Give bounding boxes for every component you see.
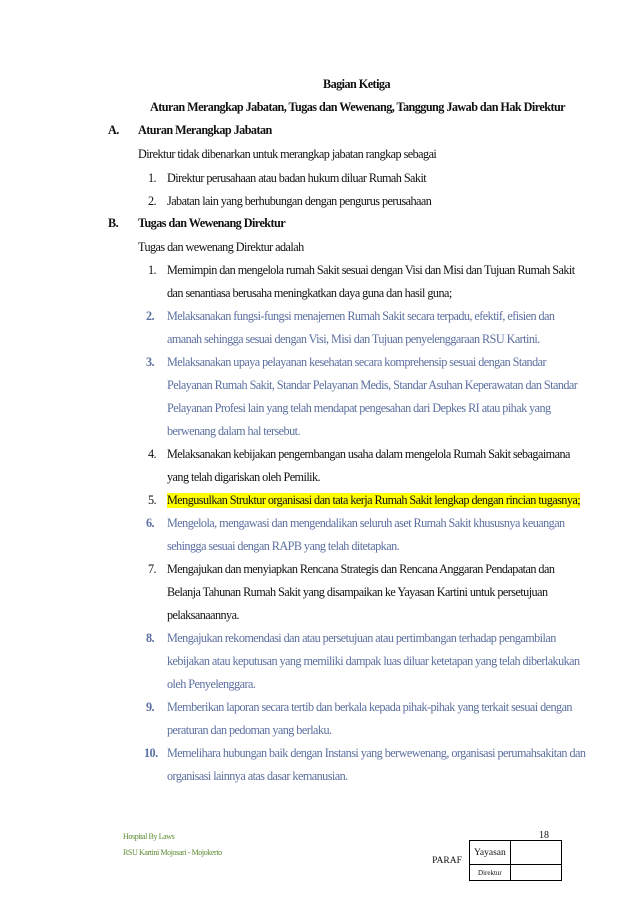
list-item-line: Memelihara hubungan baik dengan Instansi yang berwewenang, organisasi perumahsakitan dan — [167, 746, 586, 760]
list-item-line: kebijakan atau keputusan yang memiliki dampak luas diluar ketetapan yang telah diberlakukan — [167, 654, 580, 668]
highlighted-list-item-line: Mengusulkan Struktur organisasi dan tata kerja Rumah Sakit lengkap dengan rincian tugasnya; — [167, 493, 581, 507]
paraf-yayasan-signature-cell — [510, 841, 561, 865]
section-a-intro: Direktur tidak dibenarkan untuk merangkap jabatan rangkap sebagai — [138, 147, 437, 161]
list-item-line: organisasi lainnya atas dasar kemanusian. — [167, 769, 348, 783]
list-item-line: Melaksanakan kebijakan pengembangan usaha dalam mengelola Rumah Sakit sebagaimana — [167, 447, 570, 461]
paraf-signature-box — [425, 840, 562, 881]
list-item-number: 7. — [148, 562, 157, 576]
list-item-number: 8. — [146, 631, 155, 645]
section-subtitle: Aturan Merangkap Jabatan, Tugas dan Wewenang, Tanggung Jawab dan Hak Direktur — [150, 100, 566, 114]
section-a-item-num: 2. — [148, 194, 157, 208]
paraf-yayasan-label: Yayasan — [470, 841, 511, 865]
list-item-number: 5. — [148, 493, 157, 507]
section-a-letter: A. — [108, 123, 119, 137]
paraf-direktur-label: Direktur — [470, 865, 511, 881]
list-item-line: dan senantiasa berusaha meningkatkan daya guna dan hasil guna; — [167, 286, 452, 300]
list-item-line: pelaksanaannya. — [167, 608, 239, 622]
list-item-line: Melaksanakan fungsi-fungsi menajemen Rumah Sakit secara terpadu, efektif, efisien dan — [167, 309, 555, 323]
page-number: 18 — [539, 830, 549, 841]
list-item-line: berwenang dalam hal tersebut. — [167, 424, 300, 438]
list-item-number: 1. — [148, 263, 157, 277]
footer-hospital-name: RSU Kartini Mojosari - Mojokerto — [123, 848, 222, 857]
list-item-number: 3. — [146, 355, 155, 369]
list-item-line: yang telah digariskan oleh Pemilik. — [167, 470, 321, 484]
list-item-line: sehingga sesuai dengan RAPB yang telah ditetapkan. — [167, 539, 400, 553]
paraf-direktur-signature-cell — [510, 865, 561, 881]
list-item-number: 2. — [146, 309, 155, 323]
section-a-item-text: Direktur perusahaan atau badan hukum diluar Rumah Sakit — [167, 171, 427, 185]
list-item-line: Memimpin dan mengelola rumah Sakit sesuai dengan Visi dan Misi dan Tujuan Rumah Sakit — [167, 263, 575, 277]
list-item-line: Belanja Tahunan Rumah Sakit yang disampaikan ke Yayasan Kartini untuk persetujuan — [167, 585, 548, 599]
list-item-number: 6. — [146, 516, 155, 530]
list-item-line: Memberikan laporan secara tertib dan berkala kepada pihak-pihak yang terkait sesuai dengan — [167, 700, 572, 714]
paraf-label: PARAF — [425, 841, 470, 881]
section-b-letter: B. — [108, 216, 119, 230]
list-item-line: oleh Penyelenggara. — [167, 677, 256, 691]
list-item-number: 4. — [148, 447, 157, 461]
list-item-line: Mengajukan dan menyiapkan Rencana Strategis dan Rencana Anggaran Pendapatan dan — [167, 562, 555, 576]
list-item-line: Mengelola, mengawasi dan mengendalikan seluruh aset Rumah Sakit khususnya keuangan — [167, 516, 565, 530]
section-a-item-text: Jabatan lain yang berhubungan dengan pengurus perusahaan — [167, 194, 432, 208]
list-item-line: amanah sehingga sesuai dengan Visi, Misi dan Tujuan penyelenggaraan RSU Kartini. — [167, 332, 540, 346]
section-heading: Bagian Ketiga — [323, 77, 390, 91]
list-item-line: peraturan dan pedoman yang berlaku. — [167, 723, 332, 737]
list-item-line: Melaksanakan upaya pelayanan kesehatan secara komprehensip sesuai dengan Standar — [167, 355, 547, 369]
list-item-line: Mengajukan rekomendasi dan atau persetujuan atau pertimbangan terhadap pengambilan — [167, 631, 556, 645]
section-a-item-num: 1. — [148, 171, 157, 185]
list-item-number: 10. — [144, 746, 158, 760]
list-item-line: Pelayanan Profesi lain yang telah mendapat pengesahan dari Depkes RI atau pihak yang — [167, 401, 551, 415]
section-b-title: Tugas dan Wewenang Direktur — [138, 216, 286, 230]
list-item-number: 9. — [146, 700, 155, 714]
list-item-line: Pelayanan Rumah Sakit, Standar Pelayanan Medis, Standar Asuhan Keperawatan dan Standar — [167, 378, 578, 392]
section-b-intro: Tugas dan wewenang Direktur adalah — [138, 240, 304, 254]
section-a-title: Aturan Merangkap Jabatan — [138, 123, 272, 137]
footer-document-name: Hospital By Laws — [123, 832, 175, 841]
